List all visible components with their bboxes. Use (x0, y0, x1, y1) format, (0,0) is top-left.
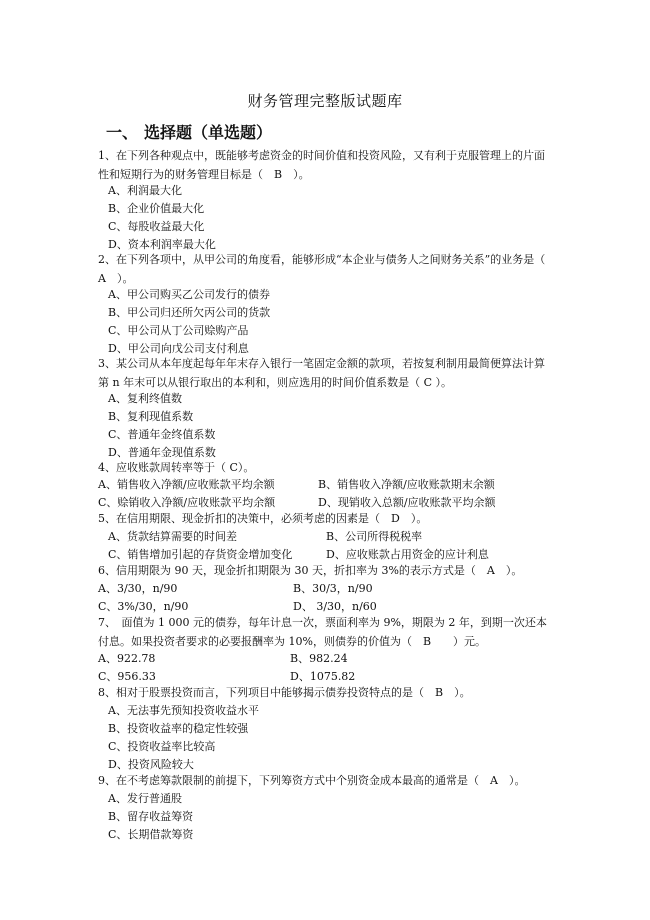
q6-option-a: A、3/30，n/90 (98, 582, 178, 595)
q6-option-b: B、30/3，n/90 (293, 582, 373, 595)
q9-option-b: B、留存收益筹资 (108, 810, 194, 823)
q7-option-d: D、1075.82 (290, 670, 356, 683)
q7-option-c: C、956.33 (98, 670, 156, 683)
q7-option-a: A、922.78 (98, 652, 156, 665)
q2-option-b: B、甲公司归还所欠丙公司的货款 (108, 306, 271, 319)
q2-option-c: C、甲公司从丁公司赊购产品 (108, 324, 249, 337)
q6-option-d: D、 3/30，n/60 (293, 600, 377, 613)
question-6: 6、信用期限为 90 天，现金折扣期限为 30 天，折扣率为 3%的表示方式是（ A ）。 (98, 564, 523, 577)
question-4: 4、应收账款周转率等于（ C）。 (98, 461, 255, 474)
q1-option-a: A、利润最大化 (108, 184, 182, 197)
question-5: 5、在信用期限、现金折扣的决策中，必须考虑的因素是（ D ）。 (98, 512, 428, 525)
q8-option-c: C、投资收益率比较高 (108, 740, 216, 753)
q1-option-c: C、每股收益最大化 (108, 220, 205, 233)
document-title: 财务管理完整版试题库 (247, 92, 403, 110)
q1-option-d: D、资本利润率最大化 (108, 238, 216, 251)
q1-option-b: B、企业价值最大化 (108, 202, 205, 215)
question-2: 2、在下列各项中，从甲公司的角度看，能够形成“本企业与债务人之间财务关系”的业务是（ A ）。 (98, 253, 557, 285)
q4-option-d: D、现销收入总额/应收账款平均余额 (318, 496, 496, 509)
q3-option-d: D、普通年金现值系数 (108, 446, 216, 459)
q4-option-c: C、赊销收入净额/应收账款平均余额 (98, 496, 276, 509)
q5-option-a: A、货款结算需要的时间差 (108, 530, 237, 543)
q8-option-d: D、投资风险较大 (108, 758, 194, 771)
q3-option-b: B、复利现值系数 (108, 410, 194, 423)
q5-option-b: B、公司所得税税率 (326, 530, 423, 543)
q2-option-a: A、甲公司购买乙公司发行的债券 (108, 288, 270, 301)
q8-option-b: B、投资收益率的稳定性较强 (108, 722, 249, 735)
question-9: 9、在不考虑筹款限制的前提下，下列筹资方式中个别资金成本最高的通常是（ A ）。 (98, 774, 526, 787)
q3-option-c: C、普通年金终值系数 (108, 428, 216, 441)
q2-option-d: D、甲公司向戊公司支付利息 (108, 342, 249, 355)
section-label: 选择题（单选题） (144, 123, 273, 142)
q4-option-a: A、销售收入净额/应收账款平均余额 (98, 478, 275, 491)
q4-option-b: B、销售收入净额/应收账款期末余额 (318, 478, 495, 491)
section-heading (106, 120, 272, 143)
q9-option-c: C、长期借款筹资 (108, 828, 194, 841)
question-7: 7、 面值为 1 000 元的债券，每年计息一次，票面利率为 9%，期限为 2 年，到期一次还本付息。如果投资者要求的必要报酬率为 10%，则债券的价值为（ B ）元。 (98, 616, 547, 648)
q5-option-c: C、销售增加引起的存货资金增加变化 (108, 548, 293, 561)
q3-option-a: A、复利终值数 (108, 392, 182, 405)
q6-option-c: C、3%/30，n/90 (98, 600, 189, 613)
question-8: 8、相对于股票投资而言，下列项目中能够揭示债券投资特点的是（ B ）。 (98, 686, 471, 699)
q7-option-b: B、982.24 (290, 652, 348, 665)
question-1: 1、在下列各种观点中，既能够考虑资金的时间价值和投资风险，又有利于克服管理上的片面性和短期行为的财务管理目标是（ B ）。 (98, 149, 545, 181)
q9-option-a: A、发行普通股 (108, 792, 182, 805)
question-3: 3、某公司从本年度起每年年末存入银行一笔固定金额的款项，若按复利制用最简便算法计算第 n 年末可以从银行取出的本利和，则应选用的时间价值系数是（ C ）。 (98, 357, 545, 389)
q8-option-a: A、无法事先预知投资收益水平 (108, 704, 259, 717)
q5-option-d: D、应收账款占用资金的应计利息 (326, 548, 489, 561)
section-number: 一、 (106, 123, 139, 142)
